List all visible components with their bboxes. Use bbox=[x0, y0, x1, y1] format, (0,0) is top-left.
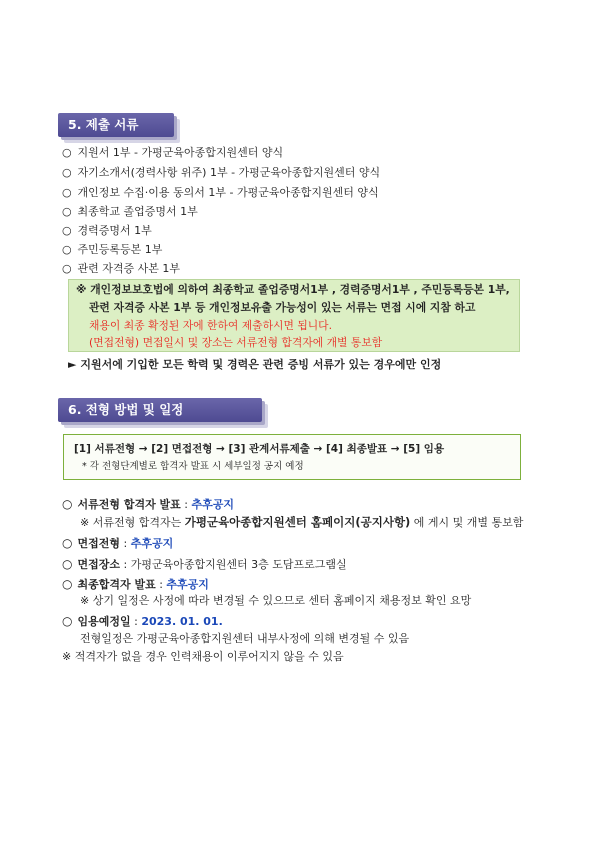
circle-bullet-icon: ○ bbox=[62, 262, 72, 275]
circle-bullet-icon: ○ bbox=[62, 243, 72, 256]
circle-bullet-icon: ○ bbox=[62, 186, 72, 199]
list-item: ○ 지원서 1부 - 가평군육아종합지원센터 양식 bbox=[62, 146, 284, 159]
circle-bullet-icon: ○ bbox=[62, 577, 73, 591]
list-item: ○ 자기소개서(경력사항 위주) 1부 - 가평군육아종합지원센터 양식 bbox=[62, 166, 381, 179]
circle-bullet-icon: ○ bbox=[62, 224, 72, 237]
appointment-note: 전형일정은 가평군육아종합지원센터 내부사정에 의해 변경될 수 있음 bbox=[80, 632, 410, 645]
schedule-steps: [1] 서류전형 → [2] 면접전형 → [3] 관계서류제출 → [4] 최종발표 → [5] 임용 bbox=[74, 443, 445, 455]
final-remark: ※ 적격자가 없을 경우 인력채용이 이루어지지 않을 수 있음 bbox=[62, 650, 344, 663]
interview-notice-line: (면접전형) 면접일시 및 장소는 서류전형 합격자에 개별 통보함 bbox=[89, 336, 383, 349]
list-item: ○ 경력증명서 1부 bbox=[62, 224, 152, 237]
circle-bullet-icon: ○ bbox=[62, 497, 73, 511]
doc-pass-announcement: ○ 서류전형 합격자 발표 : 추후공지 bbox=[62, 497, 235, 511]
appointment-date: ○ 임용예정일 : 2023. 01. 01. bbox=[62, 614, 223, 628]
interview-place: ○ 면접장소 : 가평군육아종합지원센터 3층 도담프로그램실 bbox=[62, 557, 347, 571]
final-announcement: ○ 최종합격자 발표 : 추후공지 bbox=[62, 577, 209, 591]
list-item: ○ 주민등록등본 1부 bbox=[62, 243, 163, 256]
arrow-bullet-icon: ► bbox=[68, 358, 77, 371]
interview-schedule: ○ 면접전형 : 추후공지 bbox=[62, 536, 174, 550]
schedule-steps-note: * 각 전형단계별로 합격자 발표 시 세부일정 공지 예정 bbox=[82, 461, 304, 472]
list-item: ○ 개인정보 수집·이용 동의서 1부 - 가평군육아종합지원센터 양식 bbox=[62, 186, 379, 199]
circle-bullet-icon: ○ bbox=[62, 614, 73, 628]
final-note: ※ 상기 일정은 사정에 따라 변경될 수 있으므로 센터 홈페이지 채용정보 확인 요망 bbox=[80, 594, 472, 607]
circle-bullet-icon: ○ bbox=[62, 557, 73, 571]
list-item: ○ 최종학교 졸업증명서 1부 bbox=[62, 205, 198, 218]
list-item: ○ 관련 자격증 사본 1부 bbox=[62, 262, 180, 275]
privacy-note-line: 관련 자격증 사본 1부 등 개인정보유출 가능성이 있는 서류는 면접 시에 지참 하고 bbox=[89, 301, 476, 314]
schedule-steps-box bbox=[63, 434, 521, 480]
circle-bullet-icon: ○ bbox=[62, 166, 72, 179]
circle-bullet-icon: ○ bbox=[62, 536, 73, 550]
doc-pass-note: ※ 서류전형 합격자는 가평군육아종합지원센터 홈페이지(공지사항) 에 게시 및 개별 통보함 bbox=[80, 515, 524, 529]
privacy-note-box bbox=[68, 279, 520, 352]
homepage-reference: 가평군육아종합지원센터 홈페이지(공지사항) bbox=[184, 515, 411, 529]
section-6-title: 6. 전형 방법 및 일정 bbox=[58, 398, 262, 422]
circle-bullet-icon: ○ bbox=[62, 205, 72, 218]
privacy-note-line: 채용이 최종 확정된 자에 한하여 제출하시면 됩니다. bbox=[89, 319, 333, 332]
circle-bullet-icon: ○ bbox=[62, 146, 72, 159]
section-5-title: 5. 제출 서류 bbox=[58, 113, 174, 137]
evidence-footnote: ► 지원서에 기입한 모든 학력 및 경력은 관련 증빙 서류가 있는 경우에만 인정 bbox=[68, 358, 442, 371]
privacy-note-line: ※ 개인정보보호법에 의하여 최종학교 졸업증명서1부 , 경력증명서1부 , 주민등록등본 1부, bbox=[76, 283, 510, 296]
